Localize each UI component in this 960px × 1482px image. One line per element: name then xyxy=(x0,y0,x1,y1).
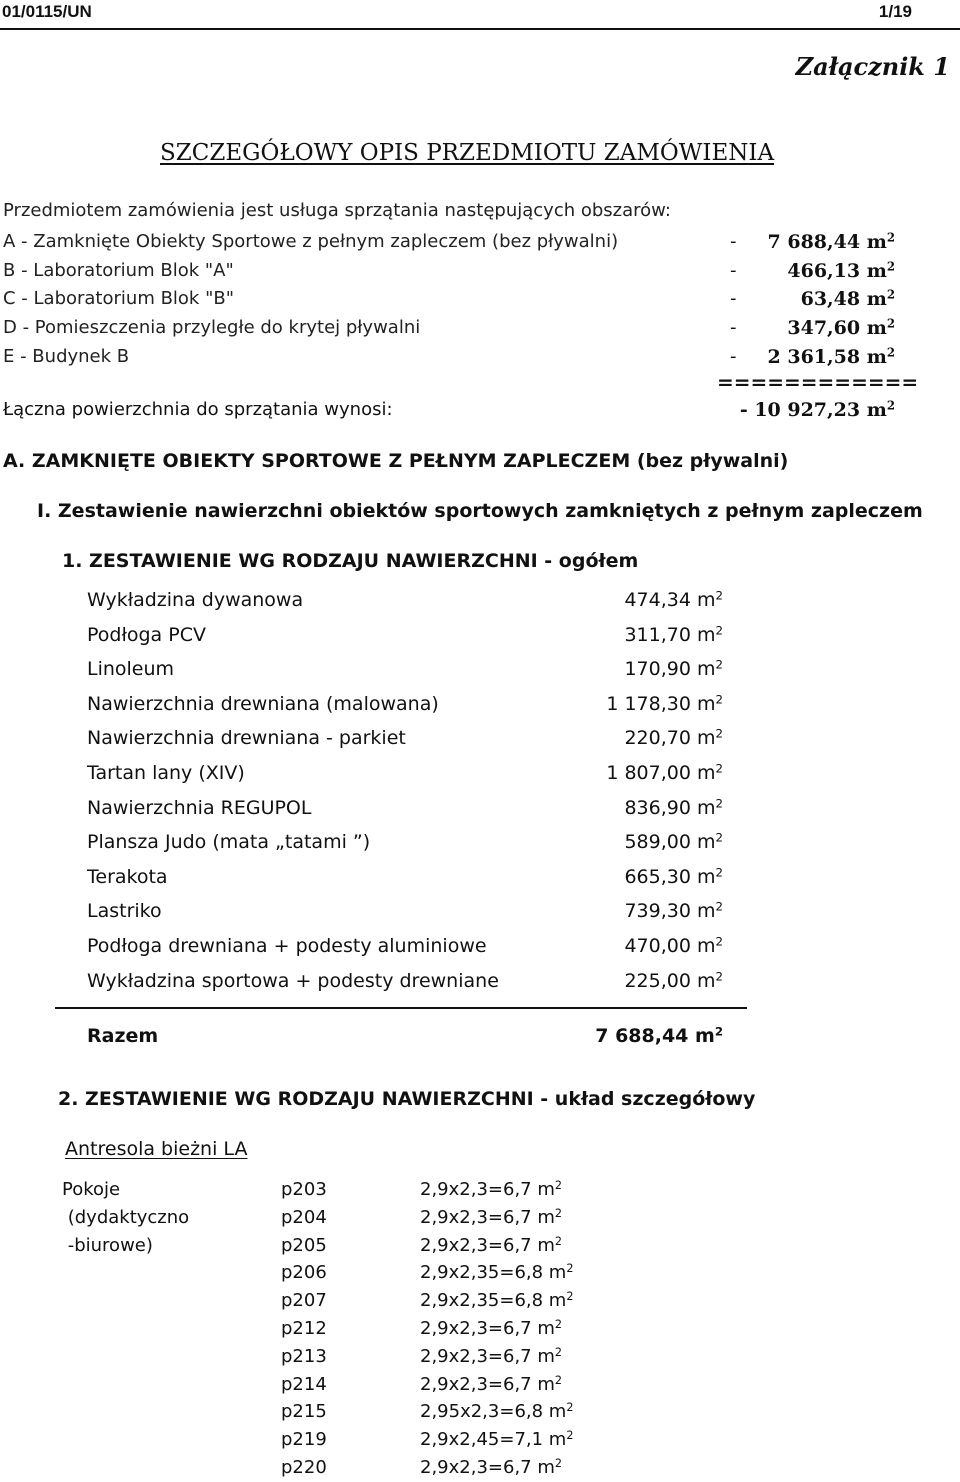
surface-value-sup: 2 xyxy=(715,830,723,845)
surface-value-text: 739,30 m xyxy=(624,900,716,923)
surface-value xyxy=(560,589,723,611)
surface-value xyxy=(560,727,723,749)
page-title: SZCZEGÓŁOWY OPIS PRZEDMIOTU ZAMÓWIENIA xyxy=(160,140,775,166)
area-value-text: 7 688,44 m xyxy=(767,231,887,253)
surface-value-text: 836,90 m xyxy=(624,796,716,819)
total-value: - 10 927,23 $m^2$ xyxy=(739,398,895,421)
room-area-text: 2,95x2,3=6,8 m xyxy=(420,1401,567,1423)
room-area-text: 2,9x2,3=6,7 m xyxy=(420,1457,555,1478)
surface-name: Nawierzchnia drewniana - parkiet xyxy=(87,727,406,750)
area-dash: - xyxy=(730,345,737,367)
surface-value-sup: 2 xyxy=(715,726,723,741)
area-value-text: 347,60 m xyxy=(787,317,887,340)
surface-value xyxy=(560,831,723,853)
total-label: Łączna powierzchnia do sprzątania wynosi: xyxy=(3,399,393,420)
subsection-1-heading: 1. ZESTAWIENIE WG RODZAJU NAWIERZCHNI - ogółem xyxy=(62,550,639,572)
area-value-sup: 2 xyxy=(886,316,895,331)
area-dash: - xyxy=(730,288,737,310)
surface-name: Wykładzina dywanowa xyxy=(87,589,304,611)
surface-value xyxy=(560,900,723,922)
room-area-text: 2,9x2,3=6,7 m xyxy=(420,1179,555,1200)
section-i-heading: I. Zestawienie nawierzchni obiektów sportowych zamkniętych z pełnym zapleczem xyxy=(37,500,923,522)
surface-value-text: 311,70 m xyxy=(624,623,716,646)
room-area xyxy=(420,1374,562,1395)
surface-value-sup: 2 xyxy=(715,899,723,914)
surface-value xyxy=(560,797,723,819)
surface-value xyxy=(560,935,723,957)
surface-value-sup: 2 xyxy=(715,692,723,707)
rooms-label-line-3: -biurowe) xyxy=(62,1235,153,1256)
room-id: p207 xyxy=(281,1290,327,1312)
room-area-text: 2,9x2,3=6,7 m xyxy=(420,1345,555,1367)
surface-value-sup: 2 xyxy=(715,934,723,949)
room-area-text: 2,9x2,35=6,8 m xyxy=(420,1290,567,1312)
area-value xyxy=(768,346,895,368)
surfaces-total-rule xyxy=(55,1007,747,1009)
room-area-sup: 2 xyxy=(554,1373,562,1387)
surface-value-sup: 2 xyxy=(715,623,723,638)
area-value-text: 466,13 m xyxy=(787,259,887,282)
page-number: 1/19 xyxy=(878,2,912,21)
surface-value-text: 589,00 m xyxy=(624,831,716,854)
area-dash: - xyxy=(730,317,737,339)
room-area-sup: 2 xyxy=(554,1178,562,1192)
section-a-heading: A. ZAMKNIĘTE OBIEKTY SPORTOWE Z PEŁNYM ZAPLECZEM (bez pływalni) xyxy=(3,450,789,472)
room-id: p220 xyxy=(281,1457,327,1478)
room-area xyxy=(420,1262,573,1283)
surface-value-text: 220,70 m xyxy=(624,727,716,750)
area-value xyxy=(768,231,895,253)
room-area xyxy=(420,1346,562,1367)
area-value-sup: 2 xyxy=(886,230,895,245)
room-area xyxy=(420,1401,573,1422)
room-area xyxy=(420,1457,562,1478)
surface-value xyxy=(560,624,723,646)
surface-name: Nawierzchnia drewniana (malowana) xyxy=(87,692,439,715)
surface-value xyxy=(560,693,723,715)
surface-value-text: 170,90 m xyxy=(624,658,716,681)
surface-value-text: 665,30 m xyxy=(624,865,716,888)
surface-value-text: 474,34 m xyxy=(624,589,716,611)
area-name: E - Budynek B xyxy=(3,345,130,367)
area-name: C - Laboratorium Blok "B" xyxy=(3,288,234,310)
room-area xyxy=(420,1429,573,1450)
room-area-text: 2,9x2,45=7,1 m xyxy=(420,1429,567,1451)
surface-value-sup: 2 xyxy=(715,969,723,984)
area-value-sup: 2 xyxy=(886,287,895,302)
room-area-sup: 2 xyxy=(566,1290,574,1304)
room-id: p203 xyxy=(281,1179,327,1200)
surface-value xyxy=(560,970,723,992)
subsection-2-heading: 2. ZESTAWIENIE WG RODZAJU NAWIERZCHNI - układ szczegółowy xyxy=(58,1088,756,1110)
room-area-text: 2,9x2,35=6,8 m xyxy=(420,1262,567,1284)
area-name: A - Zamknięte Obiekty Sportowe z pełnym zapleczem (bez pływalni) xyxy=(3,231,619,252)
room-area-sup: 2 xyxy=(554,1345,562,1359)
surface-name: Lastriko xyxy=(87,900,162,923)
area-dash: - xyxy=(730,231,737,252)
room-id: p213 xyxy=(281,1345,327,1367)
area-dash: - xyxy=(730,259,737,281)
area-value xyxy=(787,260,895,282)
room-area xyxy=(420,1235,562,1256)
surface-name: Nawierzchnia REGUPOL xyxy=(87,796,312,819)
surface-value-sup: 2 xyxy=(715,796,723,811)
surface-name: Tartan lany (XIV) xyxy=(87,762,245,784)
surface-name: Linoleum xyxy=(87,658,175,681)
area-value-sup: 2 xyxy=(886,259,895,274)
total-separator: ============ xyxy=(717,370,919,394)
rooms-label-line-1: Pokoje xyxy=(62,1179,121,1200)
rooms-label-line-2: (dydaktyczno xyxy=(62,1207,190,1228)
room-area xyxy=(420,1207,562,1228)
header-rule xyxy=(0,28,960,30)
room-area-sup: 2 xyxy=(566,1429,574,1443)
surface-name: Podłoga PCV xyxy=(87,623,206,646)
area-value-text: 63,48 m xyxy=(800,288,887,311)
area-value xyxy=(787,317,895,339)
room-area xyxy=(420,1179,562,1200)
razem-value: 7 688,44 $m^2$ xyxy=(595,1024,723,1047)
room-id: p214 xyxy=(281,1373,327,1395)
room-area-text: 2,9x2,3=6,7 m xyxy=(420,1373,555,1395)
surface-value-text: 1 807,00 m xyxy=(606,762,716,784)
room-area xyxy=(420,1290,573,1311)
attachment-label: Załącznik 1 xyxy=(795,52,950,81)
surface-value-sup: 2 xyxy=(715,657,723,672)
room-area-sup: 2 xyxy=(554,1206,562,1220)
surface-value-sup: 2 xyxy=(715,588,723,603)
surface-name: Podłoga drewniana + podesty aluminiowe xyxy=(87,935,487,957)
area-value-text: 2 361,58 m xyxy=(767,345,887,368)
surface-value xyxy=(560,658,723,680)
surface-value-text: 1 178,30 m xyxy=(606,692,716,715)
room-area-text: 2,9x2,3=6,7 m xyxy=(420,1234,555,1256)
room-area-sup: 2 xyxy=(554,1317,562,1331)
area-value xyxy=(801,288,895,310)
room-area-sup: 2 xyxy=(566,1262,574,1276)
razem-label: Razem xyxy=(87,1025,159,1047)
room-area-sup: 2 xyxy=(566,1401,574,1415)
surface-value-text: 470,00 m xyxy=(624,935,716,957)
surface-name: Plansza Judo (mata „tatami ”) xyxy=(87,831,371,854)
room-area-sup: 2 xyxy=(554,1456,562,1470)
surface-value xyxy=(560,762,723,784)
room-id: p215 xyxy=(281,1401,327,1423)
surface-value-sup: 2 xyxy=(715,761,723,776)
room-area-text: 2,9x2,3=6,7 m xyxy=(420,1206,555,1228)
room-area xyxy=(420,1318,562,1339)
room-id: p206 xyxy=(281,1262,327,1284)
location-heading: Antresola bieżni LA xyxy=(65,1138,248,1160)
room-id: p219 xyxy=(281,1429,327,1451)
intro-text: Przedmiotem zamówienia jest usługa sprzątania następujących obszarów: xyxy=(3,200,671,221)
room-area-sup: 2 xyxy=(554,1234,562,1248)
surface-value-sup: 2 xyxy=(715,865,723,880)
room-id: p205 xyxy=(281,1234,327,1256)
surface-name: Wykładzina sportowa + podesty drewniane xyxy=(87,969,499,992)
room-area-text: 2,9x2,3=6,7 m xyxy=(420,1318,555,1339)
room-id: p204 xyxy=(281,1206,327,1228)
surface-name: Terakota xyxy=(87,865,168,888)
area-name: B - Laboratorium Blok "A" xyxy=(3,259,234,281)
document-id: 01/0115/UN xyxy=(2,2,92,21)
area-name: D - Pomieszczenia przyległe do krytej pływalni xyxy=(3,317,421,339)
room-id: p212 xyxy=(281,1318,327,1339)
surface-value-text: 225,00 m xyxy=(624,969,716,992)
surface-value xyxy=(560,866,723,888)
area-value-sup: 2 xyxy=(886,345,895,360)
